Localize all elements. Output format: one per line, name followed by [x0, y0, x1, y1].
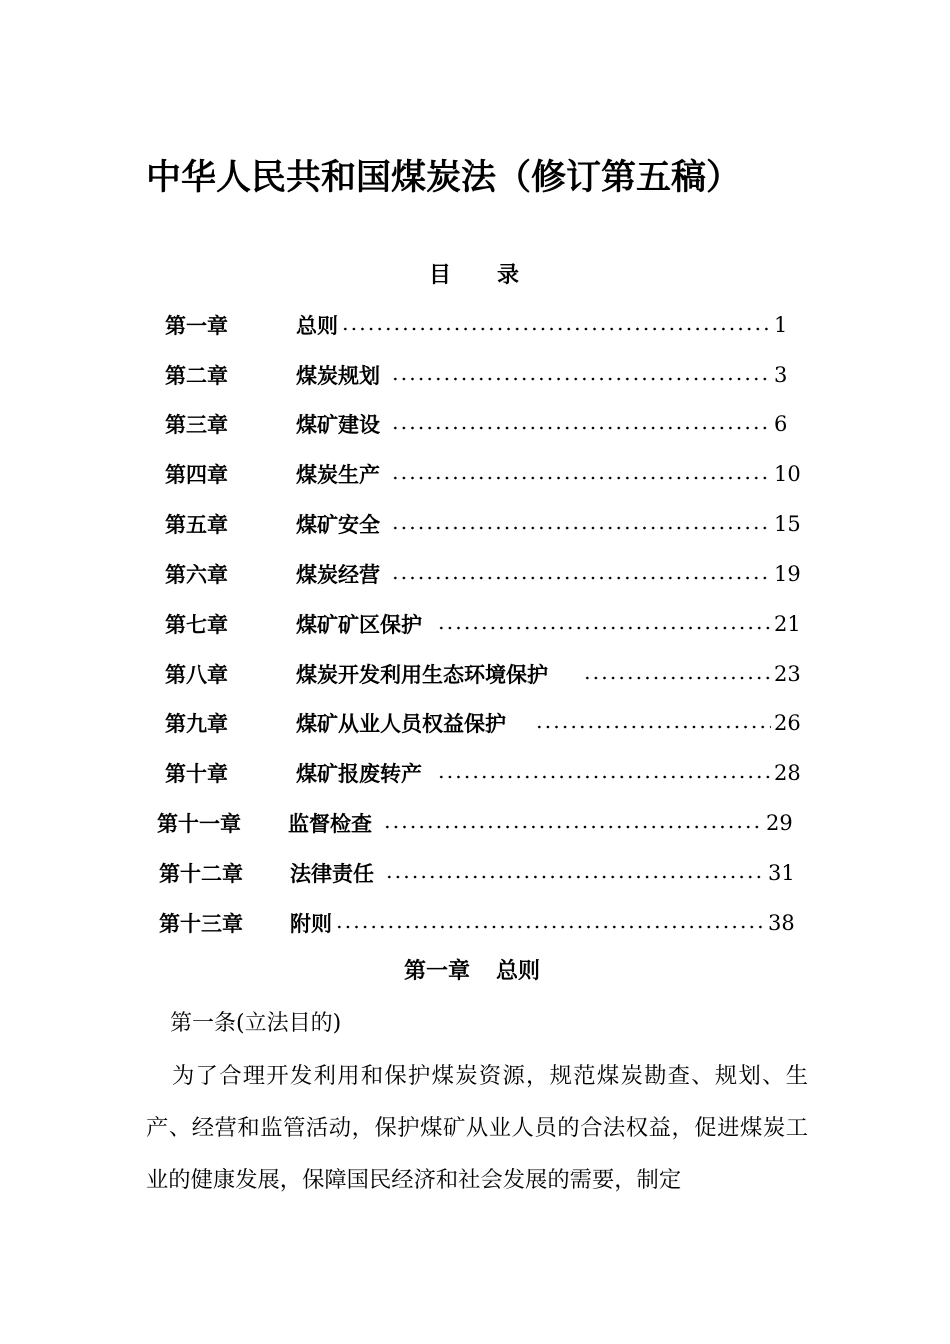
toc-entry-5[interactable] [165, 506, 800, 542]
toc-title: 煤矿从业人员权益保护 [296, 712, 506, 736]
toc-title: 煤矿安全 [296, 513, 380, 537]
toc-page: 3 [774, 363, 788, 387]
toc-title: 煤矿建设 [296, 413, 380, 437]
toc-title: 法律责任 [290, 862, 374, 886]
toc-page: 26 [774, 711, 801, 735]
toc-entry-3[interactable] [165, 406, 790, 442]
toc-chapter: 第十章 [165, 762, 228, 786]
toc-heading-right: 录 [497, 263, 520, 288]
toc-entry-8[interactable] [165, 656, 800, 692]
toc-chapter: 第十一章 [157, 812, 241, 836]
toc-chapter: 第七章 [165, 613, 228, 637]
toc-page: 28 [774, 761, 801, 785]
toc-entry-11[interactable] [157, 805, 797, 841]
toc-entry-2[interactable] [165, 357, 790, 393]
toc-leader [391, 476, 771, 480]
toc-leader [391, 377, 771, 381]
toc-chapter: 第二章 [165, 364, 228, 388]
toc-leader [335, 925, 765, 929]
toc-page: 19 [774, 562, 801, 586]
toc-page: 15 [774, 512, 801, 536]
article-body: 为了合理开发利用和保护煤炭资源，规范煤炭勘查、规划、生产、经营和监管活动，保护煤矿从业人员的合法权益，促进煤炭工业的健康发展，保障国民经济和社会发展的需要，制定 [146, 1063, 808, 1193]
article-title: 第一条(立法目的) [170, 1011, 342, 1036]
toc-title: 附则 [290, 912, 332, 936]
toc-leader [437, 775, 771, 779]
toc-title: 煤炭开发利用生态环境保护 [296, 663, 548, 687]
toc-entry-4[interactable] [165, 456, 800, 492]
toc-page: 31 [768, 861, 795, 885]
toc-entry-9[interactable] [165, 705, 800, 741]
toc-chapter: 第八章 [165, 663, 228, 687]
toc-leader [391, 426, 771, 430]
chapter-heading [404, 954, 540, 990]
toc-chapter: 第四章 [165, 463, 228, 487]
toc-title: 煤矿矿区保护 [296, 613, 422, 637]
toc-leader [341, 327, 771, 331]
toc-chapter: 第一章 [165, 314, 228, 338]
toc-chapter: 第六章 [165, 563, 228, 587]
chapter-heading-number: 第一章 [404, 959, 471, 984]
toc-page: 29 [766, 811, 793, 835]
toc-leader [437, 626, 771, 630]
toc-page: 23 [774, 662, 801, 686]
toc-entry-10[interactable] [165, 755, 800, 791]
toc-title: 煤炭经营 [296, 563, 380, 587]
toc-entry-12[interactable] [159, 855, 794, 891]
toc-title: 煤矿报废转产 [296, 762, 422, 786]
toc-leader [583, 676, 771, 680]
toc-leader [383, 825, 763, 829]
toc-title: 煤炭规划 [296, 364, 380, 388]
document-title: 中华人民共和国煤炭法（修订第五稿） [146, 158, 742, 198]
toc-chapter: 第九章 [165, 712, 228, 736]
toc-entry-13[interactable] [159, 905, 794, 941]
toc-leader [535, 725, 771, 729]
toc-entry-6[interactable] [165, 556, 800, 592]
toc-leader [391, 526, 771, 530]
toc-page: 1 [774, 313, 788, 337]
toc-entry-1[interactable] [165, 307, 790, 343]
chapter-heading-title: 总则 [496, 959, 541, 984]
toc-page: 21 [774, 612, 801, 636]
toc-title: 监督检查 [288, 812, 372, 836]
toc-page: 38 [768, 911, 795, 935]
toc-chapter: 第三章 [165, 413, 228, 437]
toc-leader [391, 576, 771, 580]
toc-chapter: 第十二章 [159, 862, 243, 886]
toc-chapter: 第十三章 [159, 912, 243, 936]
toc-page: 10 [774, 462, 801, 486]
toc-title: 煤炭生产 [296, 463, 380, 487]
toc-heading-left: 目 [429, 263, 452, 288]
toc-leader [385, 875, 765, 879]
toc-entry-7[interactable] [165, 606, 800, 642]
toc-chapter: 第五章 [165, 513, 228, 537]
toc-page: 6 [774, 412, 788, 436]
toc-title: 总则 [296, 314, 338, 338]
